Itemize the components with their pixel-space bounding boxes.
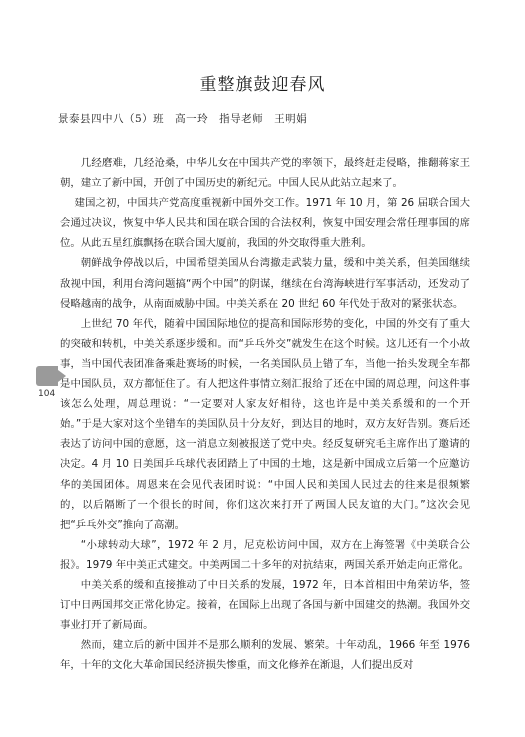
paragraph: 中美关系的缓和直接推动了中日关系的发展，1972 年，日本首相田中角荣访华，签订中日两国邦交正常化协定。接着，在国际上出现了各国与新中国建交的热潮。我国外交事业打开了新局面。 — [60, 578, 470, 632]
article-body — [60, 153, 470, 675]
paragraph: 然而，建立后的新中国并不是那么顺利的发展、繁荣。十年动乱，1966 年至 1976 年，十年的文化大革命国民经济损失惨重，而文化修养在渐退，人们提出反对 — [60, 639, 470, 672]
paragraph: “小球转动大球”，1972 年 2 月，尼克松访问中国，双方在上海签署《中美联合公报》。1979 年中美正式建交。中美两国二十多年的对抗结束，两国关系开始走向正常化。 — [60, 538, 470, 571]
paragraph: 上世纪 70 年代，随着中国国际地位的提高和国际形势的变化，中国的外交有了重大的突破和转机，中美关系逐步缓和。而“乒乓外交”就发生在这个时候。这儿还有一个小故事，当中国代表团准备乘赴赛场的时候，一名美国队员上错了车，当他一抬头发现全车都是中国队员，双方都怔住了。有人把这件事情立刻汇报给了还在中国的周总理，问这件事该怎么处理，周总理说：“一定要对人家友好相待，这也许是中美关系缓和的一个开始。”于是大家对这个坐错车的美国队员十分友好，到达目的地时，双方友好告别。赛后还表达了访问中国的意愿，这一消息立刻被报送了党中央。经反复研究毛主席作出了邀请的决定。4 月 10 日美国乒乓球代表团踏上了中国的土地，这是新中国成立后第一个应邀访华的美国团体。周恩来在会见代表团时说：“中国人民和美国人民过去的往来是很频繁的，以后隔断了一个很长的时间，你们这次来打开了两国人民友谊的大门。”这次会见把“乒乓外交”推向了高潮。 — [60, 317, 470, 531]
page-number: 104 — [38, 389, 56, 399]
article-title: 重整旗鼓迎春风 — [199, 75, 326, 95]
article-byline: 景泰县四中八（5）班 高一玲 指导老师 王明娟 — [58, 113, 308, 125]
paragraph: 朝鲜战争停战以后，中国希望美国从台湾撤走武装力量，缓和中美关系，但美国继续敌视中国，利用台湾问题搞“两个中国”的阴谋，继续在台湾海峡进行军事活动，还发动了侵略越南的战争，从南面威胁中国。中美关系在 20 世纪 60 年代处于敌对的紧张状态。 — [60, 257, 470, 310]
page-tab-marker — [36, 366, 58, 386]
paragraph: 几经磨难，几经沧桑，中华儿女在中国共产党的率领下，最终赶走侵略，推翻蒋家王朝，建立了新中国，开创了中国历史的新纪元。中国人民从此站立起来了。 — [60, 157, 470, 190]
paragraph: 建国之初，中国共产党高度重视新中国外交工作。1971 年 10 月，第 26 届联合国大会通过决议，恢复中华人民共和国在联合国的合法权利，恢复中国安理会常任理事国的席位。从此五星红旗飘扬在联合国大厦前，我国的外交取得重大胜利。 — [60, 197, 470, 250]
